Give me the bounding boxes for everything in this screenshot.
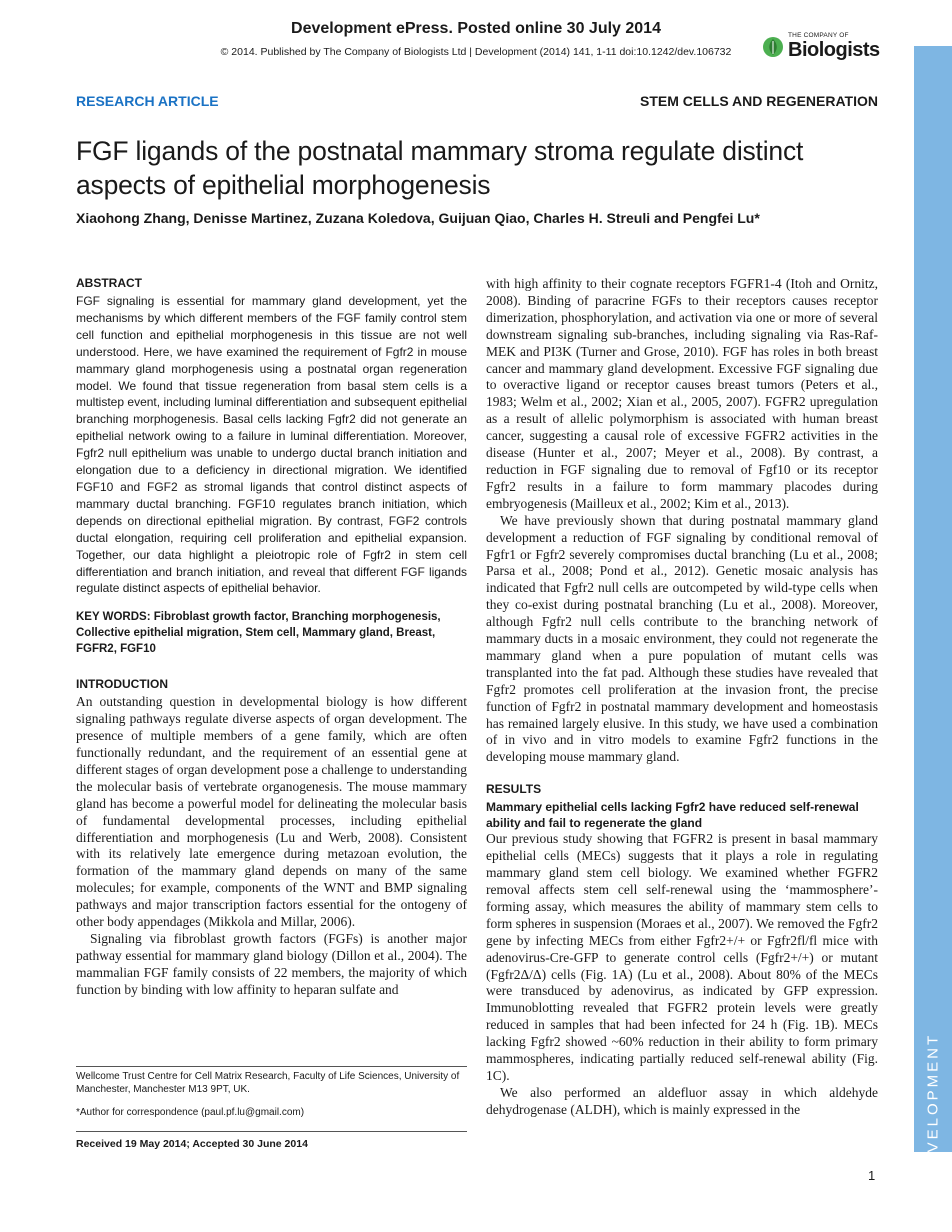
article-title: FGF ligands of the postnatal mammary stroma regulate distinct aspects of epithelial morphogenesis (76, 136, 804, 200)
epress-banner: Development ePress. Posted online 30 July 2014 (291, 20, 661, 37)
abstract-heading: ABSTRACT (76, 276, 142, 290)
introduction-heading: INTRODUCTION (76, 677, 168, 692)
intro-paragraph-2: Signaling via fibroblast growth factors (FGFs) is another major pathway essential for mammary gland biology (Dillon et al., 2004). The mammalian FGF family consists of 22 members, the majority of which function by binding with low affinity to heparan sulfate and (76, 931, 467, 997)
side-band-label: DEVELOPMENT (924, 1032, 942, 1180)
intro-paragraph-2-continued: with high affinity to their cognate receptors FGFR1-4 (Itoh and Ornitz, 2008). Binding of paracrine FGFs to their receptors causes receptor dimerization, phosphorylation, and activation via one or more of several downstream signaling sub-branches, including signaling via Ras-Raf-MEK and PI3K (Turner and Grose, 2010). FGF has roles in both breast cancer and mammary gland development. Excessive FGF signaling due to overactive ligand or receptor causes breast tumors (Peters et al., 1983; Welm et al., 2002; Xian et al., 2005, 2007). FGFR2 upregulation as a result of allelic polymorphism is associated with human breast cancer, suggesting a causal role of excessive FGFR2 activities in the disease (Hunter et al., 2007; Meyer et al., 2008). By contrast, a reduction in FGF signaling due to removal of Fgf10 or its receptor Fgfr2 results in a failure to form mammary placodes during embryogenesis (Mailleux et al., 2002; Kim et al., 2013). (486, 276, 878, 511)
left-column (76, 276, 467, 999)
page-number: 1 (868, 1168, 876, 1183)
keywords: KEY WORDS: Fibroblast growth factor, Branching morphogenesis, Collective epithelial migration, Stem cell, Mammary gland, Breast, FGFR2, FGF10 (76, 611, 441, 656)
logo-small-text: THE COMPANY OF (788, 32, 849, 39)
article-type: RESEARCH ARTICLE (76, 93, 219, 109)
received-dates: Received 19 May 2014; Accepted 30 June 2014 (76, 1131, 467, 1150)
abstract-text: FGF signaling is essential for mammary gland development, yet the mechanisms by which different members of the FGF family control stem cell function and epithelial morphogenesis in this tissue are not well understood. Here, we have examined the requirement of Fgfr2 in mouse mammary gland morphogenesis using a postnatal organ regeneration model. We found that tissue regeneration from basal stem cells is a multistep event, including luminal differentiation and subsequent epithelial branching morphogenesis. Basal cells lacking Fgfr2 did not generate an epithelial network owing to a failure in luminal differentiation. Moreover, Fgfr2 null epithelium was unable to undergo ductal branch initiation and elongation due to a deficiency in directional migration. We identified FGF10 and FGF2 as stromal ligands that control distinct aspects of mammary ductal branching. FGF10 regulates branch initiation, which depends on directional epithelial migration. By contrast, FGF2 controls ductal elongation, requiring cell proliferation and epithelial expansion. Together, our data highlight a pleiotropic role of Fgfr2 in stem cell differentiation and branch initiation, and reveal that different FGF ligands regulate distinct aspects of epithelial behavior. (76, 294, 467, 596)
publisher-logo (762, 30, 882, 66)
leaf-icon (762, 36, 784, 58)
results-subheading: Mammary epithelial cells lacking Fgfr2 have reduced self-renewal ability and fail to regenerate the gland (486, 800, 859, 831)
section-tag: STEM CELLS AND REGENERATION (639, 93, 878, 109)
copyright-line: © 2014. Published by The Company of Biologists Ltd | Development (2014) 141, 1-11 doi:10.1242/dev.106732 (220, 46, 732, 58)
intro-paragraph-1: An outstanding question in developmental biology is how different signaling pathways regulate diverse aspects of organ development. The presence of multiple members of a gene family, which are often functionally redundant, and the requirement of an essential gene at different stages of organ development pose a challenge to understanding the molecular basis of vertebrate organogenesis. The mouse mammary gland has become a powerful model for delineating the molecular basis of fundamental developmental processes, including epithelial differentiation and morphogenesis (Lu and Werb, 2008). Consistent with its relatively late emergence during metazoan evolution, the formation of the mammary gland depends on many of the same molecules; for example, components of the WNT and BMP signaling pathways and major transcription factors essential for the ontogeny of other body appendages (Mikkola and Millar, 2006). (76, 694, 467, 930)
logo-big-text: Biologists (788, 39, 880, 61)
results-paragraph-2: We also performed an aldefluor assay in which aldehyde dehydrogenase (ALDH), which is mainly expressed in the (486, 1084, 878, 1117)
author-list: Xiaohong Zhang, Denisse Martinez, Zuzana Koledova, Guijuan Qiao, Charles H. Streuli and Pengfei Lu* (76, 210, 760, 226)
affiliation: Wellcome Trust Centre for Cell Matrix Research, Faculty of Life Sciences, University of Manchester, Manchester M13 9PT, UK. (76, 1071, 460, 1095)
correspondence: *Author for correspondence (paul.pf.lu@gmail.com) (76, 1107, 305, 1118)
journal-side-band (914, 46, 952, 1180)
results-heading: RESULTS (486, 782, 542, 797)
intro-paragraph-3: We have previously shown that during postnatal mammary gland development a reduction of FGF signaling by conditional removal of Fgfr1 or Fgfr2 severely compromises ductal branching (Lu et al., 2008; Parsa et al., 2008; Pond et al., 2012). Genetic mosaic analysis has indicated that Fgfr2 null cells are outcompeted by wild-type cells when they co-exist during postnatal branching (Lu et al., 2008). Moreover, although Fgfr2 null cells contribute to the branching network of mammary ducts in a mosaic environment, they could not regenerate the mammary gland when a pure population of mutant cells was transplanted into the fat pad. Although these studies have revealed that Fgfr2 promotes cell proliferation at the invasion front, the precise function of Fgfr2 in postnatal mammary development and homeostasis has remained largely elusive. In this study, we have used a combination of in vivo and in vitro models to examine Fgfr2 functions in the developing mouse mammary gland. (486, 512, 878, 765)
right-column (486, 276, 878, 1119)
footnotes (76, 1066, 467, 1129)
results-paragraph-1: Our previous study showing that FGFR2 is present in basal mammary epithelial cells (MECs) suggests that it plays a role in regulating mammary gland stem cell biology. We examined whether FGFR2 removal affects stem cell self-renewal using the ‘mammosphere’-forming assay, which measures the ability of mammary stem cells to form spheres in suspension (Moraes et al., 2007). We removed the Fgfr2 gene by infecting MECs from either Fgfr2+/+ or Fgfr2fl/fl mice with adenovirus-Cre-GFP to generate control cells (Fgfr2+/+) or mutant (Fgfr2Δ/Δ) cells (Fig. 1A) (Lu et al., 2008). About 80% of the MECs were transduced by adenovirus, as indicated by GFP expression. Immunoblotting revealed that FGFR2 protein levels were greatly reduced in samples that had been infected for 24 h (Fig. 1B). MECs lacking Fgfr2 showed ~60% reduction in their ability to form primary mammospheres, indicating partially reduced self-renewal ability (Fig. 1C). (486, 831, 878, 1083)
